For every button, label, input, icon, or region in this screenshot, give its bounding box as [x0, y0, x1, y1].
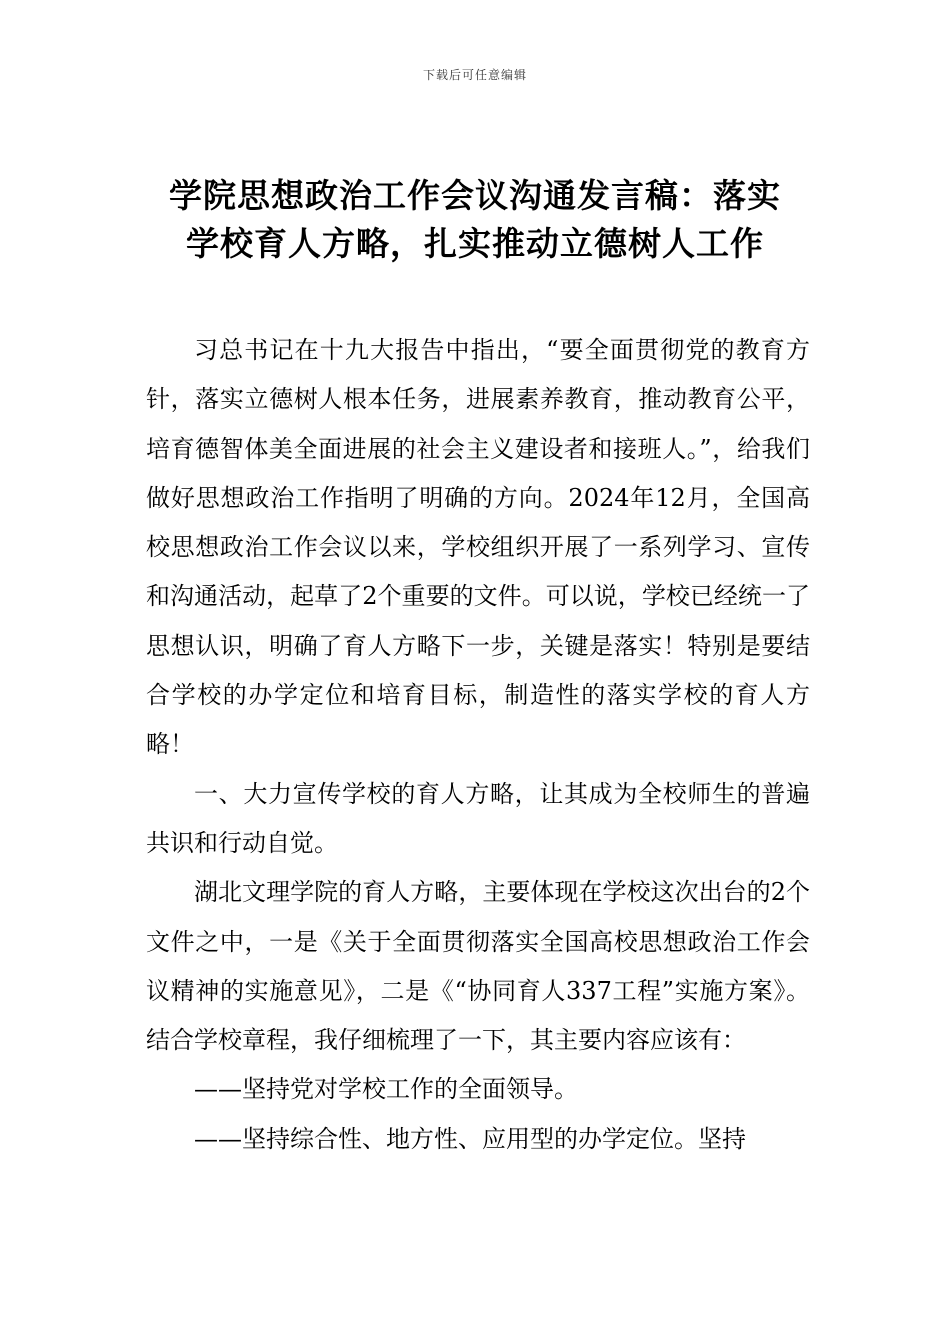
header-note: 下载后可任意编辑 [422, 68, 527, 82]
title-line-1: 学院思想政治工作会议沟通发言稿：落实 [169, 176, 781, 215]
document-title [120, 172, 830, 268]
paragraph-point-positioning: ——坚持综合性、地方性、应用型的办学定位。坚持 [194, 1124, 746, 1153]
title-line-2: 学校育人方略，扎实推动立德树人工作 [186, 224, 764, 263]
paragraph-strategy: 湖北文理学院的育人方略，主要体现在学校这次出台的2个文件之中，一是《关于全面贯彻落实全国高校思想政治工作会议精神的实施意见》，二是《“协同育人337工程”实施方案》。结合学校章程，我仔细梳理了一下，其主要内容应该有： [146, 878, 810, 1055]
paragraph-section-one-heading: 一、大力宣传学校的育人方略，让其成为全校师生的普遍共识和行动自觉。 [146, 779, 810, 857]
document-body [146, 326, 810, 1164]
paragraph-point-party-leadership: ——坚持党对学校工作的全面领导。 [194, 1075, 578, 1104]
paragraph-intro: 习总书记在十九大报告中指出，“要全面贯彻党的教育方针，落实立德树人根本任务，进展素养教育，推动教育公平，培育德智体美全面进展的社会主义建设者和接班人。”，给我们做好思想政治工作指明了明确的方向。2024年12月，全国高校思想政治工作会议以来，学校组织开展了一系列学习、宣传和沟通活动，起草了2个重要的文件。可以说，学校已经统一了思想认识，明确了育人方略下一步，关键是落实！特别是要结合学校的办学定位和培育目标，制造性的落实学校的育人方略！ [146, 336, 810, 759]
